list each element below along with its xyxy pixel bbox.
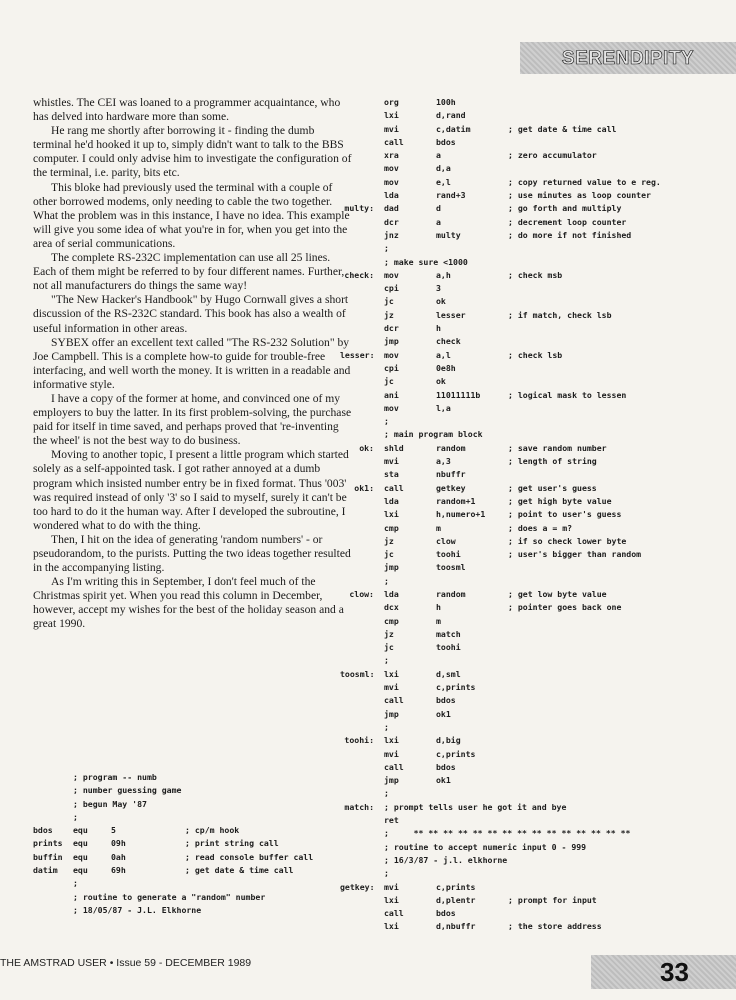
code-line — [340, 402, 730, 415]
code-line — [33, 851, 353, 864]
code-operand: bdos — [436, 761, 456, 772]
code-line — [340, 894, 730, 907]
code-operand: h — [436, 323, 441, 334]
code-comment: ; get low byte value — [508, 588, 607, 599]
code-line — [340, 881, 730, 894]
code-opcode: jz — [384, 309, 394, 320]
code-line — [340, 415, 730, 428]
code-operand: d — [436, 203, 441, 214]
code-opcode: ; — [384, 575, 389, 586]
code-opcode: equ — [73, 838, 88, 849]
code-operand: bdos — [436, 908, 456, 919]
code-comment: ; length of string — [508, 456, 597, 467]
code-opcode: ; begun May '87 — [73, 798, 147, 809]
code-line — [340, 575, 730, 588]
code-opcode: ; make sure <1000 — [384, 256, 468, 267]
code-opcode: shld — [384, 442, 404, 453]
code-opcode: mov — [384, 176, 399, 187]
code-opcode: lxi — [384, 668, 399, 679]
code-operand: d,big — [436, 735, 461, 746]
code-line — [340, 601, 730, 614]
code-operand: 100h — [436, 97, 456, 107]
code-opcode: call — [384, 695, 404, 706]
code-opcode: ; routine to generate a "random" number — [73, 891, 266, 902]
code-label: prints — [33, 838, 63, 849]
code-comment: ; do more if not finished — [508, 229, 632, 240]
code-comment: ; the store address — [508, 921, 602, 932]
code-opcode: mov — [384, 402, 399, 413]
code-comment: ; if so check lower byte — [508, 535, 627, 546]
code-opcode: mvi — [384, 881, 399, 892]
code-line — [340, 242, 730, 255]
code-comment: ; does a = m? — [508, 522, 573, 533]
code-opcode: cmp — [384, 522, 399, 533]
code-line — [33, 904, 353, 917]
code-line — [340, 96, 730, 109]
code-opcode: equ — [73, 851, 88, 862]
code-operand: l,a — [436, 402, 451, 413]
code-opcode: equ — [73, 825, 88, 836]
code-opcode: ani — [384, 389, 399, 400]
code-opcode: call — [384, 761, 404, 772]
code-opcode: ; routine to accept numeric input 0 - 999 — [384, 841, 587, 852]
code-line — [33, 798, 353, 811]
code-line — [340, 508, 730, 521]
article-paragraph: SYBEX offer an excellent text called "The RS-232 Solution" by Joe Campbell. This is a complete how-to guide for trouble-free interfacing, and well worth the money. It is written in a readable and informative style. — [33, 335, 351, 391]
code-label: datim — [33, 865, 58, 876]
code-label: match: — [344, 801, 374, 812]
code-operand: d,a — [436, 163, 451, 174]
code-comment: ; logical mask to lessen — [508, 389, 627, 400]
code-comment: ; use minutes as loop counter — [508, 190, 651, 201]
article-paragraph: He rang me shortly after borrowing it - finding the dumb terminal he'd hooked it up to, simply didn't want to talk to the BBS computer. I could only advise him to investigate the configuration of the terminal, i.e. parity, bits etc. — [33, 124, 352, 180]
code-comment: ; point to user's guess — [508, 509, 622, 520]
code-comment: ; get user's guess — [508, 482, 597, 493]
code-line — [340, 482, 730, 495]
code-line — [340, 734, 730, 747]
code-label: toohi: — [344, 735, 374, 746]
code-opcode: mvi — [384, 456, 399, 467]
code-line — [340, 309, 730, 322]
code-comment: ; get date & time call — [508, 123, 617, 134]
code-operand: ok1 — [436, 708, 451, 719]
code-operand: toohi — [436, 549, 461, 560]
code-line — [340, 920, 730, 933]
code-line — [340, 641, 730, 654]
code-opcode: jmp — [384, 775, 399, 786]
code-comment: ; decrement loop counter — [508, 216, 627, 227]
article-paragraph: Then, I hit on the idea of generating 'random numbers' - or pseudorandom, to the purists. Putting the two ideas together resulted in the accompanying listing. — [33, 532, 351, 575]
code-line — [33, 877, 353, 890]
code-opcode: cmp — [384, 615, 399, 626]
code-line — [340, 495, 730, 508]
code-line — [340, 761, 730, 774]
article-body — [33, 96, 353, 632]
code-operand: d,plentr — [436, 894, 476, 905]
code-operand: getkey — [436, 482, 466, 493]
code-opcode: dad — [384, 203, 399, 214]
code-line — [340, 801, 730, 814]
code-line — [340, 428, 730, 441]
code-line — [340, 256, 730, 269]
code-operand: toosml — [436, 562, 466, 573]
code-operand: a,3 — [436, 456, 451, 467]
code-line — [340, 787, 730, 800]
code-operand: multy — [436, 229, 461, 240]
code-opcode: jmp — [384, 336, 399, 347]
code-operand: 69h — [111, 865, 126, 876]
code-opcode: ; 16/3/87 - j.l. elkhorne — [384, 854, 508, 865]
code-operand: 5 — [111, 825, 116, 836]
article-paragraph: whistles. The CEI was loaned to a programmer acquaintance, who has delved into hardware more than some. — [33, 96, 341, 124]
code-operand: m — [436, 615, 441, 626]
code-opcode: dcr — [384, 216, 399, 227]
issue-info: Issue 59 - DECEMBER 1989 — [116, 957, 252, 969]
code-operand: h,numero+1 — [436, 509, 486, 520]
code-line — [340, 349, 730, 362]
code-opcode: jc — [384, 642, 394, 653]
code-operand: a — [436, 150, 441, 161]
code-line — [340, 176, 730, 189]
code-line — [340, 668, 730, 681]
code-line — [33, 811, 353, 824]
code-operand: ok — [436, 296, 446, 307]
code-comment: ; go forth and multiply — [508, 203, 622, 214]
code-line — [340, 322, 730, 335]
code-opcode: mov — [384, 163, 399, 174]
code-line — [340, 295, 730, 308]
footer-separator: • — [109, 957, 117, 969]
code-line — [340, 694, 730, 707]
code-comment: ; get date & time call — [185, 865, 294, 876]
code-line — [340, 561, 730, 574]
code-operand: check — [436, 336, 461, 347]
code-opcode: ; number guessing game — [73, 785, 182, 796]
code-line — [340, 588, 730, 601]
code-line — [33, 824, 353, 837]
code-comment: ; zero accumulator — [508, 150, 597, 161]
code-line — [33, 771, 353, 784]
code-opcode: org — [384, 97, 399, 107]
code-opcode: call — [384, 136, 404, 147]
code-operand: random — [436, 588, 466, 599]
article-paragraph: This bloke had previously used the terminal with a couple of other borrowed modems, only needing to cable the two together. What the problem was in this instance, I have no idea. This example will give you some idea of what you're in for, when you get into the area of serial communications. — [33, 180, 350, 250]
code-operand: 0e8h — [436, 362, 456, 373]
code-opcode: lxi — [384, 921, 399, 932]
code-comment: ; check lsb — [508, 349, 563, 360]
code-line — [340, 907, 730, 920]
code-line — [340, 149, 730, 162]
code-operand: rand+3 — [436, 190, 466, 201]
code-line — [340, 628, 730, 641]
code-line — [33, 891, 353, 904]
code-comment: ; save random number — [508, 442, 607, 453]
code-opcode: ret — [384, 815, 399, 826]
code-opcode: ; program -- numb — [73, 772, 157, 782]
code-operand: h — [436, 602, 441, 613]
code-operand: d,nbuffr — [436, 921, 476, 932]
code-opcode: ; — [384, 788, 389, 799]
code-opcode: jmp — [384, 708, 399, 719]
code-label: check: — [344, 269, 374, 280]
code-line — [340, 229, 730, 242]
code-line — [33, 837, 353, 850]
code-operand: bdos — [436, 695, 456, 706]
code-comment: ; check msb — [508, 269, 563, 280]
code-label: getkey: — [340, 881, 375, 892]
code-line — [340, 455, 730, 468]
code-opcode: call — [384, 482, 404, 493]
code-opcode: ; prompt tells user he got it and bye — [384, 801, 567, 812]
code-line — [340, 468, 730, 481]
code-line — [340, 216, 730, 229]
code-opcode: jmp — [384, 562, 399, 573]
code-operand: d,sml — [436, 668, 461, 679]
code-opcode: ; ** ** ** ** ** ** ** ** ** ** ** ** ** ** ** — [384, 828, 631, 839]
code-operand: ok — [436, 376, 446, 387]
code-opcode: jc — [384, 296, 394, 307]
footer-credit — [0, 957, 251, 969]
code-opcode: ; 18/05/87 - J.L. Elkhorne — [73, 904, 202, 915]
code-line — [340, 814, 730, 827]
code-line — [340, 389, 730, 402]
code-operand: m — [436, 522, 441, 533]
code-operand: match — [436, 628, 461, 639]
article-paragraph: The complete RS-232C implementation can use all 25 lines. Each of them might be referred to by four different names. Further, not all manufacturers do things the same way! — [33, 251, 345, 293]
code-comment: ; read console buffer call — [185, 851, 314, 862]
code-opcode: ; — [73, 878, 78, 889]
code-operand: random+1 — [436, 495, 476, 506]
page-number: 33 — [660, 957, 689, 987]
code-operand: 09h — [111, 838, 126, 849]
code-line — [33, 784, 353, 797]
code-opcode: jz — [384, 535, 394, 546]
code-opcode: jc — [384, 549, 394, 560]
code-operand: a,l — [436, 349, 451, 360]
code-opcode: lxi — [384, 110, 399, 121]
article-paragraph: I have a copy of the former at home, and convinced one of my employers to buy the latter. In its first problem-solving, the purchase paid for itself in time saved, and perhaps proved that 're-inventing the wheel' is not the best way to do business. — [33, 391, 352, 448]
code-operand: clow — [436, 535, 456, 546]
code-opcode: lxi — [384, 735, 399, 746]
code-operand: c,prints — [436, 748, 476, 759]
code-operand: a — [436, 216, 441, 227]
code-comment: ; print string call — [185, 838, 279, 849]
code-opcode: jnz — [384, 229, 399, 240]
code-opcode: mvi — [384, 682, 399, 693]
code-opcode: ; — [384, 416, 389, 427]
code-line — [340, 748, 730, 761]
code-line — [340, 867, 730, 880]
code-opcode: dcr — [384, 323, 399, 334]
code-opcode: ; — [384, 655, 389, 666]
code-opcode: ; — [384, 868, 389, 879]
code-line — [340, 681, 730, 694]
code-opcode: call — [384, 908, 404, 919]
code-line — [340, 202, 730, 215]
code-opcode: lxi — [384, 894, 399, 905]
code-line — [340, 189, 730, 202]
code-opcode: mvi — [384, 748, 399, 759]
code-operand: c,datim — [436, 123, 471, 134]
code-operand: c,prints — [436, 682, 476, 693]
code-line — [340, 721, 730, 734]
code-operand: a,h — [436, 269, 451, 280]
magazine-name: THE AMSTRAD USER — [0, 957, 107, 969]
code-opcode: mvi — [384, 123, 399, 134]
code-listing-right — [340, 96, 730, 934]
code-opcode: mov — [384, 269, 399, 280]
code-listing-left — [33, 771, 353, 917]
code-comment: ; copy returned value to e reg. — [508, 176, 661, 187]
code-line — [340, 269, 730, 282]
code-label: bdos — [33, 825, 53, 836]
code-line — [340, 109, 730, 122]
code-line — [33, 864, 353, 877]
code-opcode: mov — [384, 349, 399, 360]
code-comment: ; cp/m hook — [185, 825, 240, 836]
code-line — [340, 774, 730, 787]
code-line — [340, 335, 730, 348]
code-label: lesser: — [340, 349, 375, 360]
article-paragraph: Moving to another topic, I present a little program which started solely as a self-appointed task. I got rather annoyed at a dumb program which insisted number entry be in fixed format. Thus '003' was required instead of only '3' so I said to myself, surely it can't be too hard to do it the human way. After I developed the subroutine, I wondered what to do with the thing. — [33, 448, 349, 532]
code-label: toosml: — [340, 668, 375, 679]
code-opcode: ; — [384, 243, 389, 254]
code-line — [340, 282, 730, 295]
code-comment: ; prompt for input — [508, 894, 597, 905]
code-opcode: equ — [73, 865, 88, 876]
code-line — [340, 136, 730, 149]
code-operand: c,prints — [436, 881, 476, 892]
code-opcode: jz — [384, 628, 394, 639]
code-opcode: ; main program block — [384, 429, 483, 440]
code-opcode: lda — [384, 588, 399, 599]
code-opcode: lda — [384, 190, 399, 201]
code-line — [340, 854, 730, 867]
code-operand: lesser — [436, 309, 466, 320]
code-label: buffin — [33, 851, 63, 862]
code-operand: bdos — [436, 136, 456, 147]
code-opcode: dcx — [384, 602, 399, 613]
code-operand: nbuffr — [436, 469, 466, 480]
code-line — [340, 615, 730, 628]
code-comment: ; if match, check lsb — [508, 309, 612, 320]
code-opcode: ; — [384, 721, 389, 732]
section-title: SERENDIPITY — [561, 48, 695, 69]
code-line — [340, 654, 730, 667]
code-line — [340, 548, 730, 561]
code-line — [340, 708, 730, 721]
code-opcode: lda — [384, 495, 399, 506]
code-operand: toohi — [436, 642, 461, 653]
code-opcode: cpi — [384, 283, 399, 294]
code-label: multy: — [344, 203, 374, 214]
code-line — [340, 535, 730, 548]
code-label: ok: — [359, 442, 374, 453]
code-opcode: xra — [384, 150, 399, 161]
code-label: clow: — [349, 588, 374, 599]
code-operand: e,l — [436, 176, 451, 187]
code-line — [340, 362, 730, 375]
code-line — [340, 442, 730, 455]
code-operand: ok1 — [436, 775, 451, 786]
code-opcode: lxi — [384, 509, 399, 520]
code-line — [340, 123, 730, 136]
code-operand: d,rand — [436, 110, 466, 121]
article-paragraph: "The New Hacker's Handbook" by Hugo Cornwall gives a short discussion of the RS-232C standard. This book has also a wealth of useful information in other areas. — [33, 293, 349, 335]
code-line — [340, 522, 730, 535]
code-label: ok1: — [354, 482, 374, 493]
code-comment: ; pointer goes back one — [508, 602, 622, 613]
code-line — [340, 827, 730, 840]
code-comment: ; get high byte value — [508, 495, 612, 506]
code-comment: ; user's bigger than random — [508, 549, 642, 560]
code-line — [340, 162, 730, 175]
code-operand: random — [436, 442, 466, 453]
code-opcode: jc — [384, 376, 394, 387]
code-line — [340, 841, 730, 854]
code-opcode: sta — [384, 469, 399, 480]
code-operand: 3 — [436, 283, 441, 294]
code-operand: 0ah — [111, 851, 126, 862]
code-opcode: cpi — [384, 362, 399, 373]
code-line — [340, 375, 730, 388]
article-paragraph: As I'm writing this in September, I don't feel much of the Christmas spirit yet. When you read this column in December, however, accept my wishes for the best of the holiday season and a great 1990. — [33, 575, 344, 631]
code-opcode: ; — [73, 811, 78, 822]
code-operand: 11011111b — [436, 389, 481, 400]
